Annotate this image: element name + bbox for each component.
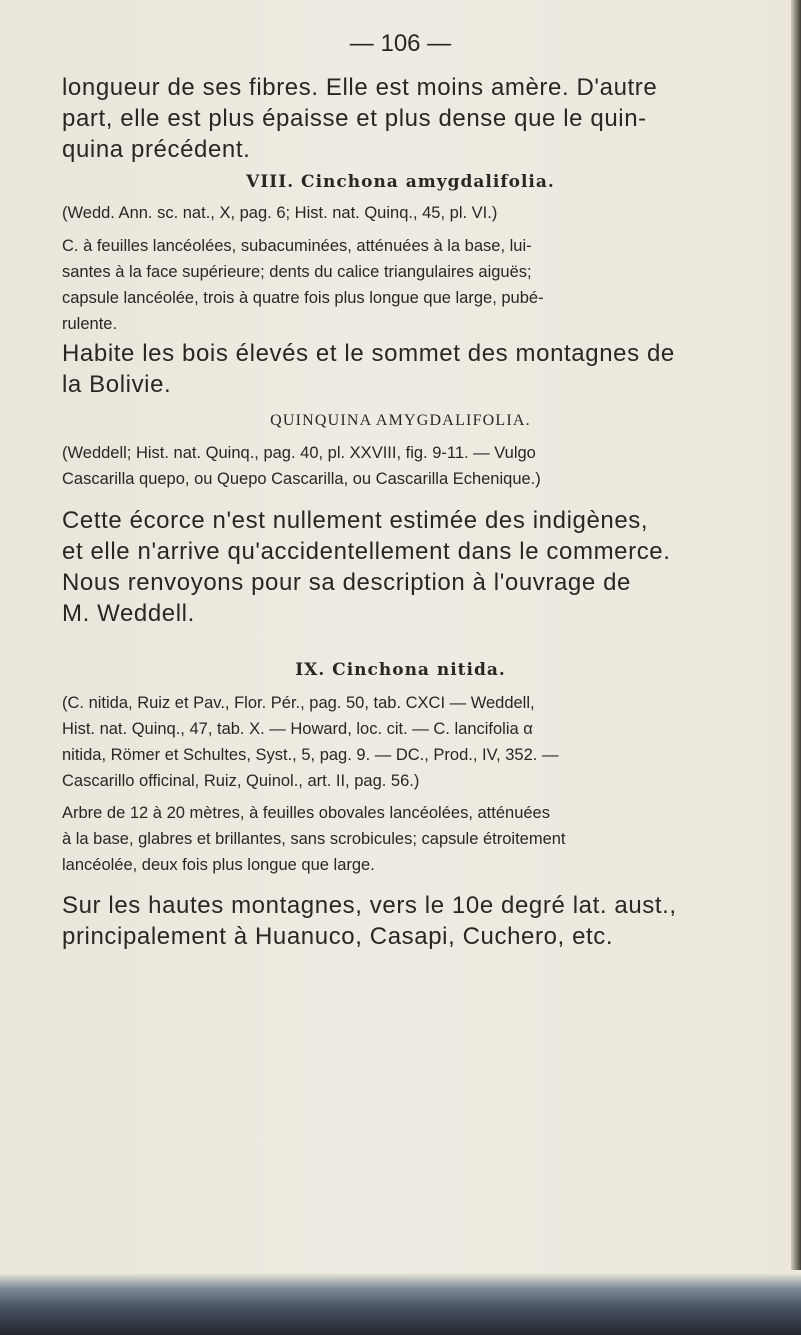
section-viii-references [62, 200, 762, 226]
section-viii-description [62, 233, 762, 337]
text-line: M. Weddell. [62, 600, 195, 627]
text-line: (Weddell; Hist. nat. Quinq., pag. 40, pl. XXVIII, fig. 9-11. — Vulgo [62, 444, 536, 462]
text-line: Cascarillo officinal, Ruiz, Quinol., art. II, pag. 56.) [62, 772, 420, 790]
opening-paragraph [62, 72, 762, 165]
text-line: lancéolée, deux fois plus longue que large. [62, 856, 375, 874]
page-edge-shadow [791, 0, 801, 1270]
text-line: (C. nitida, Ruiz et Pav., Flor. Pér., pag. 50, tab. CXCI — Weddell, [62, 694, 535, 712]
text-line: Hist. nat. Quinq., 47, tab. X. — Howard, loc. cit. — C. lancifolia α [62, 720, 533, 738]
text-line: à la base, glabres et brillantes, sans scrobicules; capsule étroitement [62, 830, 566, 848]
text-line: longueur de ses fibres. Elle est moins amère. D'autre [62, 74, 658, 101]
section-heading-ix: IX. Cinchona nitida. [295, 660, 506, 680]
text-line: quina précédent. [62, 136, 251, 163]
text-line: (Wedd. Ann. sc. nat., X, pag. 6; Hist. nat. Quinq., 45, pl. VI.) [62, 204, 498, 222]
subheading-references [62, 440, 762, 492]
text-line: rulente. [62, 315, 118, 333]
page-number: — 106 — [349, 30, 452, 57]
text-line: Cascarilla quepo, ou Quepo Cascarilla, ou Cascarilla Echenique.) [62, 470, 541, 488]
text-line: Cette écorce n'est nullement estimée des indigènes, [62, 507, 649, 534]
text-line: C. à feuilles lancéolées, subacuminées, atténuées à la base, lui- [62, 237, 532, 255]
section-ix-references [62, 690, 762, 794]
subheading-quinquina: QUINQUINA AMYGDALIFOLIA. [270, 412, 531, 429]
text-line: Nous renvoyons pour sa description à l'ouvrage de [62, 569, 631, 596]
text-line: Arbre de 12 à 20 mètres, à feuilles obovales lancéolées, atténuées [62, 804, 550, 822]
text-line: capsule lancéolée, trois à quatre fois plus longue que large, pubé- [62, 289, 544, 307]
section-ix-habitat [62, 890, 762, 952]
text-line: la Bolivie. [62, 371, 172, 398]
text-line: nitida, Römer et Schultes, Syst., 5, pag. 9. — DC., Prod., IV, 352. — [62, 746, 559, 764]
text-line: part, elle est plus épaisse et plus dense que le quin- [62, 105, 647, 132]
section-ix-description [62, 800, 762, 878]
text-line: Sur les hautes montagnes, vers le 10e degré lat. aust., [62, 892, 677, 919]
section-viii-habitat [62, 338, 762, 400]
text-line: santes à la face supérieure; dents du calice triangulaires aiguës; [62, 263, 532, 281]
section-viii-body [62, 505, 762, 629]
text-line: et elle n'arrive qu'accidentellement dans le commerce. [62, 538, 671, 565]
text-line: Habite les bois élevés et le sommet des montagnes de [62, 340, 675, 367]
text-line: principalement à Huanuco, Casapi, Cuchero, etc. [62, 923, 614, 950]
section-heading-viii: VIII. Cinchona amygdalifolia. [246, 172, 555, 192]
page-bottom-edge [0, 1273, 801, 1335]
